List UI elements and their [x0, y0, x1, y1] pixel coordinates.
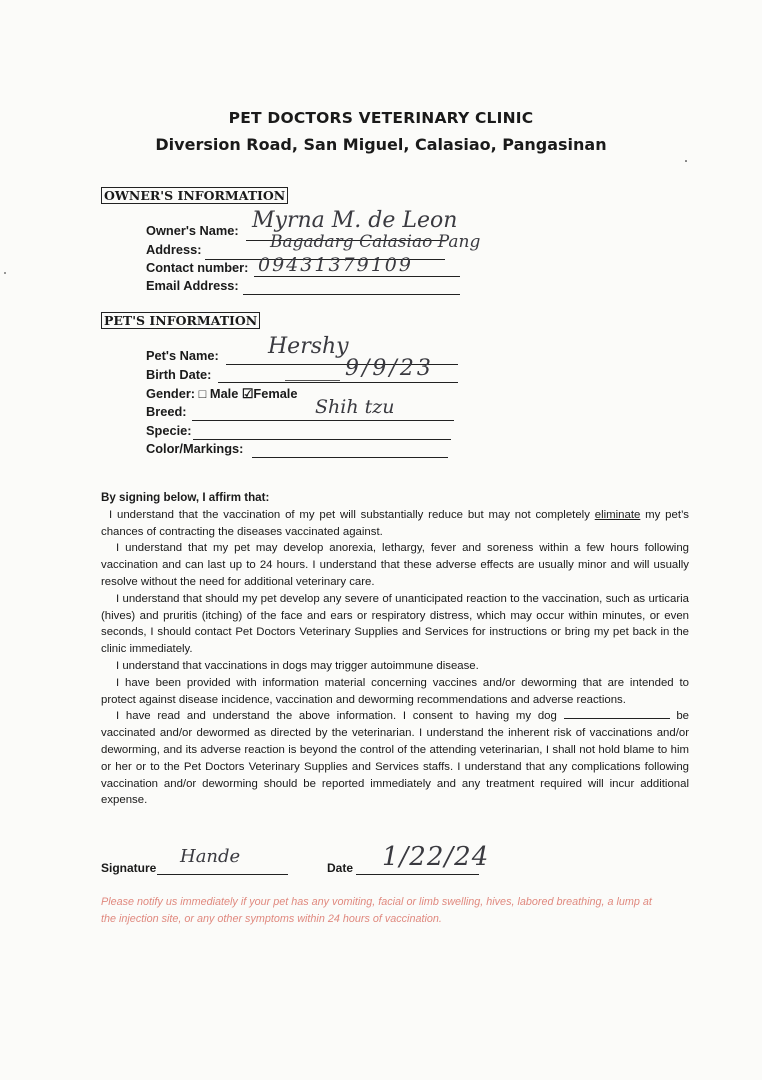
- birth-date-label: Birth Date:: [146, 367, 212, 382]
- signature-line: [157, 874, 288, 875]
- email-line: [243, 294, 460, 295]
- contact-number-label: Contact number:: [146, 260, 249, 275]
- signature-value: Hande: [180, 846, 241, 867]
- pet-name-value: Hershy: [268, 334, 349, 359]
- pet-section-heading: PET'S INFORMATION: [101, 312, 260, 329]
- consent-p6-text: I have read and understand the above information. I consent to having my dog: [116, 710, 564, 723]
- birth-date-strikeout: [285, 370, 340, 381]
- address-label: Address:: [146, 242, 202, 257]
- birth-date-line: [218, 382, 458, 383]
- consent-paragraph-5: I have been provided with information material concerning vaccines and/or deworming that are intended to protect against disease incidence, vaccination and deworming recommendations and adverse reactions.: [101, 676, 689, 706]
- address-value: Bagadarg Calasiao Pang: [270, 232, 481, 252]
- pet-name-label: Pet's Name:: [146, 348, 219, 363]
- date-line: [356, 874, 479, 875]
- scan-speck: [4, 272, 6, 274]
- specie-label: Specie:: [146, 423, 192, 438]
- contact-number-value: 09431379109: [258, 254, 413, 276]
- consent-statement: [101, 490, 689, 809]
- contact-number-line: [254, 276, 460, 277]
- dog-name-blank: [564, 708, 670, 719]
- consent-intro: By signing below, I affirm that:: [101, 491, 270, 504]
- date-label: Date: [327, 861, 354, 875]
- post-vaccination-notice: Please notify us immediately if your pet has any vomiting, facial or limb swelling, hives, labored breathing, a lump at the injection site, or any other symptoms within 24 hours of vaccination.: [101, 896, 652, 925]
- specie-line: [193, 439, 451, 440]
- breed-label: Breed:: [146, 404, 187, 419]
- birth-date-value: 9/9/23: [345, 356, 434, 381]
- consent-paragraph-4: I understand that vaccinations in dogs may trigger autoimmune disease.: [116, 659, 479, 672]
- consent-p1-underlined: eliminate: [594, 508, 641, 521]
- breed-line: [192, 420, 454, 421]
- owner-name-label: Owner's Name:: [146, 223, 239, 238]
- scan-speck: [685, 160, 687, 162]
- consent-p1-text: I understand that the vaccination of my pet will substantially reduce but may not completely: [109, 508, 595, 521]
- color-markings-line: [252, 457, 448, 458]
- consent-p1-text-end: my pet’s chances of contracting the diseases vaccinated against.: [101, 508, 690, 538]
- clinic-address: Diversion Road, San Miguel, Calasiao, Pangasinan: [155, 135, 607, 154]
- owner-name-value: Myrna M. de Leon: [252, 208, 458, 233]
- consent-paragraph-6: [101, 708, 689, 809]
- clinic-name: PET DOCTORS VETERINARY CLINIC: [228, 109, 534, 127]
- signature-label: Signature: [101, 861, 157, 875]
- color-markings-label: Color/Markings:: [146, 441, 244, 456]
- consent-paragraph-3: I understand that should my pet develop any severe of unanticipated reaction to the vaccination, such as urticaria (hives) and pruritis (itching) of the face and ears or respiratory distress, which may occur within minutes, or even seconds, I should contact Pet Doctors Veterinary Supplies and Services for instructions or bring my pet back in the clinic immediately.: [101, 592, 689, 656]
- email-label: Email Address:: [146, 278, 239, 293]
- breed-value: Shih tzu: [315, 396, 395, 418]
- consent-paragraph-2: I understand that my pet may develop anorexia, lethargy, fever and soreness within a few hours following vaccination and can last up to 24 hours. I understand that these adverse effects are usually minor and will usually resolve without the need for additional veterinary care.: [101, 542, 689, 588]
- date-value: 1/22/24: [382, 842, 490, 872]
- gender-label: Gender: □ Male ☑Female: [146, 386, 298, 401]
- consent-p6-text-end: be vaccinated and/or dewormed as directed by the veterinarian. I understand the inherent risk of vaccinations and/or deworming, and its adverse reaction is beyond the control of the attending veterinarian, I shall not hold blame to him or her or to the Pet Doctors Veterinary Supplies and Services staffs. I understand that any complications following vaccination and/or deworming should be reported immediately and any treatment required will incur additional expense.: [101, 710, 689, 807]
- consent-paragraph-1: [101, 507, 689, 541]
- owner-section-heading: OWNER'S INFORMATION: [101, 187, 288, 204]
